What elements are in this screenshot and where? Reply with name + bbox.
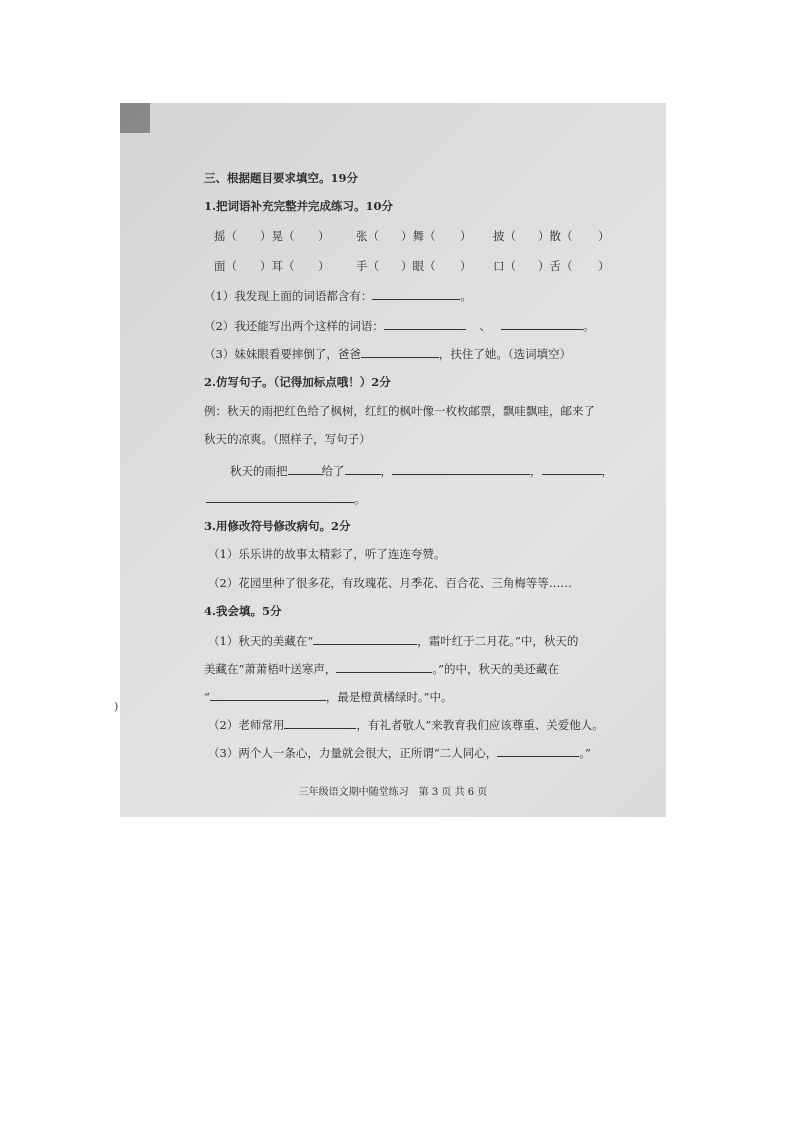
- q3-sentence1: （1）乐乐讲的故事太精彩了，听了连连夸赞。: [208, 547, 446, 561]
- section-title: 三、根据题目要求填空。19分: [204, 171, 359, 185]
- blank-line: [497, 745, 579, 757]
- blank-line: [501, 318, 583, 330]
- q4-title: 4.我会填。5分: [204, 604, 282, 618]
- blank-line: [210, 689, 326, 701]
- q1-sub3: （3）妹妹眼看要摔倒了，爸爸 ，扶住了她。（选词填空）: [204, 347, 572, 361]
- q1-title: 1.把词语补充完整并完成练习。10分: [204, 199, 394, 213]
- blank-line: [313, 633, 417, 645]
- q1-sub2: （2）我还能写出两个这样的词语： 、 。: [204, 319, 595, 333]
- q2-example-line1: 例：秋天的雨把红色给了枫树，红红的枫叶像一枚枚邮票，飘哇飘哇，邮来了: [204, 404, 595, 418]
- q4-sub2: （2）老师常用 ，有礼者敬人”来教育我们应该尊重、关爱他人。: [208, 718, 604, 732]
- margin-mark: ): [114, 700, 119, 713]
- blank-line: [384, 318, 466, 330]
- q4-sub3: （3）两个人一条心，力量就会很大，正所谓“二人同心， 。”: [208, 746, 591, 760]
- q4-sub1-line3: “ ，最是橙黄橘绿时。”中。: [204, 690, 453, 704]
- blank-line: [372, 288, 460, 300]
- blank-line: [345, 463, 381, 475]
- q4-sub1-line1: （1）秋天的美藏在“ ，霜叶红于二月花。”中，秋天的: [208, 634, 579, 648]
- q2-fill-line2: 。: [206, 491, 366, 506]
- q1-sub1: （1）我发现上面的词语都含有： 。: [204, 289, 472, 303]
- blank-line: [392, 463, 530, 475]
- scanned-page-photo: 三、根据题目要求填空。19分 1.把词语补充完整并完成练习。10分 摇（ ）晃（ ） 张（ ）舞（ ） 披（ ）散（ ） 面（ ）耳（ ） 手（ ）眼（ ） 口（ ）舌（ ） （1）我发现上面的词语都含有： 。 （2）我还能写出两个这样的词语： 、 。 （3）妹妹眼看要摔倒了，爸爸 ，扶住了她。（选词填空） 2.仿写句子。（记得加标点哦！）2分 例：秋天的雨把红色给了枫树，红红的枫叶像一枚枚邮票，飘哇飘哇，邮来了 秋天的凉爽。（照样子，写句子） 秋天的雨把 给了 ， ， ， 。 3.用修改符号修改病句。2分 （1）乐乐讲的故事太精彩了，听了连连夸赞。 （2）花园里种了很多花，有玫瑰花、月季花、百合花、三角梅等等…… 4.我会填。5分 （1）秋天的美藏在“ ，霜叶红于二月花。”中，秋天的 美藏在“萧萧梧叶送寒声， 。”的中，秋天的美还藏在 “ ，最是橙黄橘绿时。”中。 （2）老师常用 ，有礼者敬人”来教育我们应该尊重、关爱他人。 （3）两个人一条心，力量就会很大，正所谓“二人同心， 。” 三年级语文期中随堂练习 第 3 页 共 6 页: [120, 103, 666, 817]
- blank-line: [336, 661, 432, 673]
- page-footer: 三年级语文期中随堂练习 第 3 页 共 6 页: [298, 787, 488, 798]
- photo-corner-shadow: [120, 103, 150, 133]
- q3-sentence2: （2）花园里种了很多花，有玫瑰花、月季花、百合花、三角梅等等……: [208, 576, 572, 590]
- q3-title: 3.用修改符号修改病句。2分: [204, 519, 351, 533]
- blank-line: [361, 346, 439, 358]
- blank-line: [542, 463, 602, 475]
- blank-line: [284, 717, 356, 729]
- q2-fill-line: 秋天的雨把 给了 ， ， ，: [230, 464, 613, 478]
- blank-line: [288, 463, 322, 475]
- q4-sub1-line2: 美藏在“萧萧梧叶送寒声， 。”的中，秋天的美还藏在: [204, 662, 560, 676]
- blank-line: [206, 491, 354, 503]
- q2-example-line2: 秋天的凉爽。（照样子，写句子）: [204, 432, 371, 446]
- q2-title: 2.仿写句子。（记得加标点哦！）2分: [204, 375, 391, 389]
